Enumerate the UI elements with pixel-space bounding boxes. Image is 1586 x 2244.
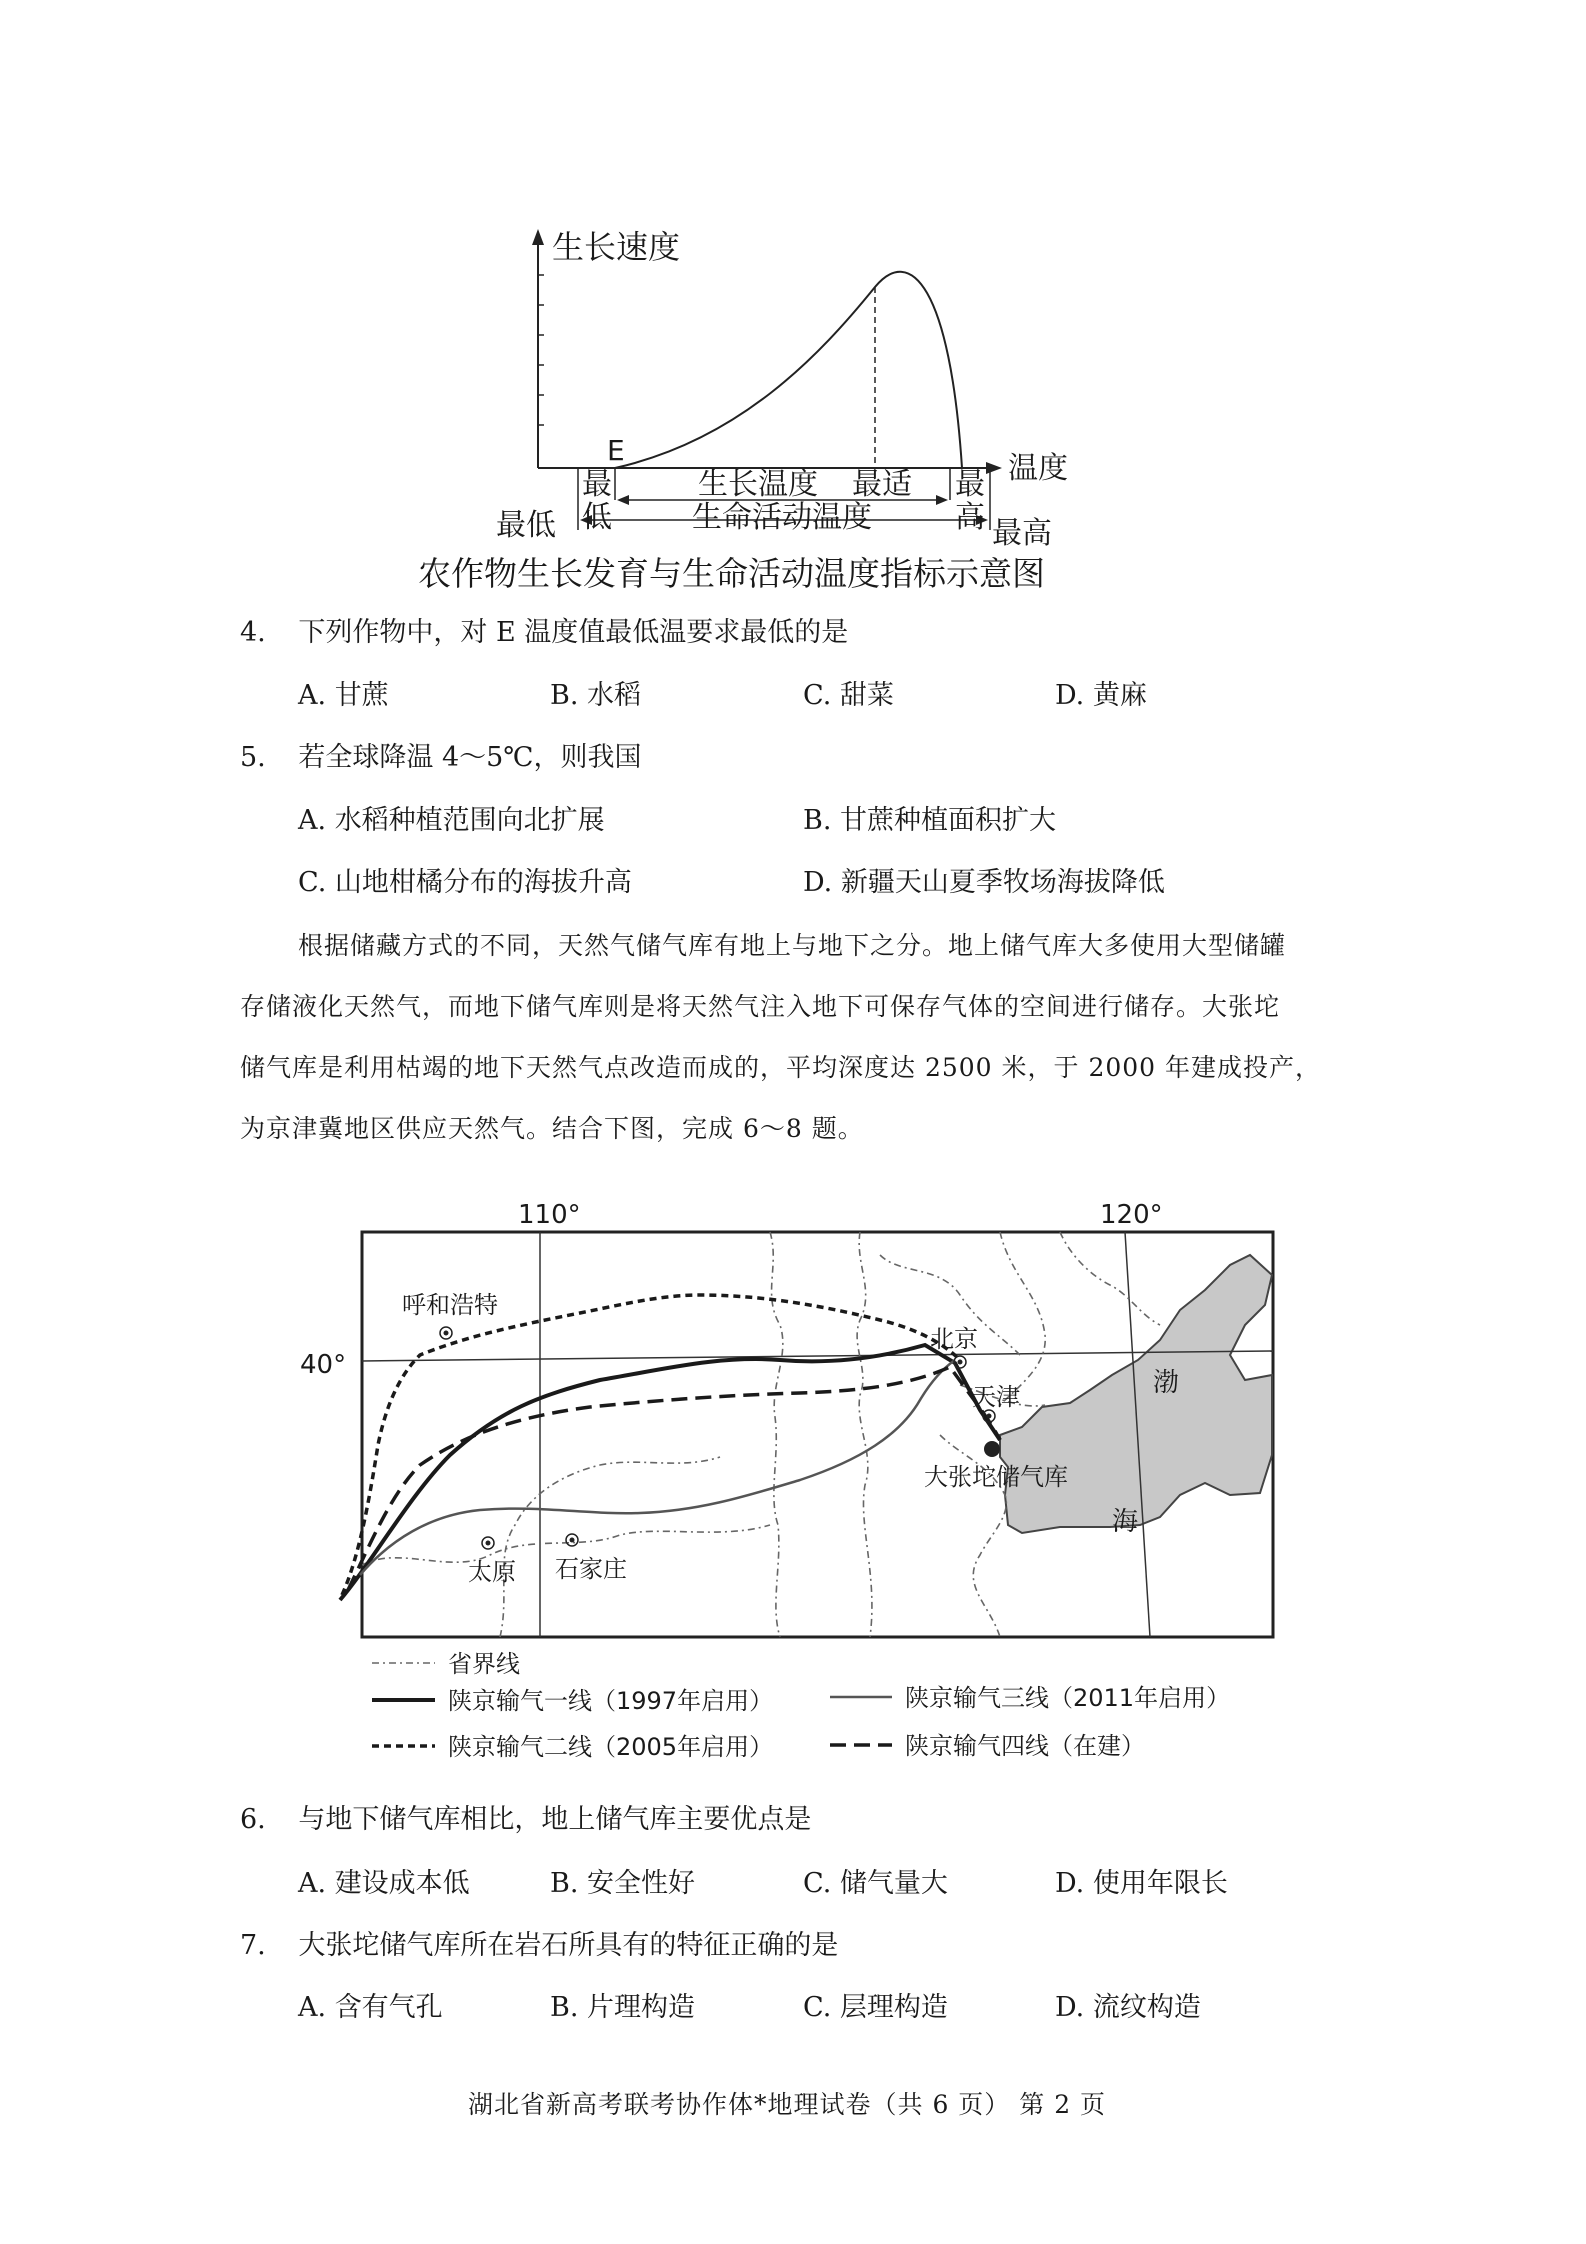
q7-option-b: B. 片理构造 xyxy=(550,1992,696,2023)
legend-line4: 陕京输气四线（在建） xyxy=(905,1732,1145,1760)
city-shijiazhuang: 石家庄 xyxy=(555,1555,627,1583)
q7-option-c: C. 层理构造 xyxy=(803,1992,948,2023)
low-inner-1: 最 xyxy=(582,467,612,502)
page-footer: 湖北省新高考联考协作体*地理试卷（共 6 页） 第 2 页 xyxy=(468,2090,1107,2119)
life-activity-label: 生命活动温度 xyxy=(692,500,872,535)
question-number: 7. xyxy=(240,1930,266,1961)
high-right-label: 最高 xyxy=(992,516,1052,550)
city-taiyuan: 太原 xyxy=(468,1558,516,1586)
passage-line-1: 根据储藏方式的不同，天然气储气库有地上与地下之分。地上储气库大多使用大型储罐 xyxy=(298,931,1287,960)
city-tianjin: 天津 xyxy=(972,1383,1020,1411)
low-left-label: 最低 xyxy=(496,508,556,543)
q6-option-c: C. 储气量大 xyxy=(803,1868,948,1899)
city-hohhot: 呼和浩特 xyxy=(402,1291,498,1319)
q6-option-a: A. 建设成本低 xyxy=(298,1868,470,1899)
low-inner-2: 低 xyxy=(582,500,612,535)
pipeline-map xyxy=(300,1195,1300,1770)
q4-option-c: C. 甜菜 xyxy=(803,680,894,711)
legend-line3: 陕京输气三线（2011年启用） xyxy=(905,1684,1231,1712)
city-storage: 大张坨储气库 xyxy=(924,1463,1068,1491)
optimal-label: 最适 xyxy=(852,467,912,502)
question-text: 大张坨储气库所在岩石所具有的特征正确的是 xyxy=(298,1930,839,1961)
q5-option-d: D. 新疆天山夏季牧场海拔降低 xyxy=(803,867,1165,898)
q4-option-b: B. 水稻 xyxy=(550,680,642,711)
lon-120-label: 120° xyxy=(1100,1200,1163,1230)
q6-option-b: B. 安全性好 xyxy=(550,1868,696,1899)
lat-40-label: 40° xyxy=(300,1350,347,1380)
high-inner-1: 最 xyxy=(955,467,985,502)
q7-option-a: A. 含有气孔 xyxy=(298,1992,443,2023)
figure1-caption: 农作物生长发育与生命活动温度指标示意图 xyxy=(418,554,1045,593)
legend-province: 省界线 xyxy=(448,1650,520,1678)
question-4 xyxy=(240,616,848,650)
q5-option-b: B. 甘蔗种植面积扩大 xyxy=(803,805,1057,836)
passage-line-2: 存储液化天然气，而地下储气库则是将天然气注入地下可保存气体的空间进行储存。大张坨 xyxy=(240,992,1281,1021)
question-number: 5. xyxy=(240,742,266,773)
q4-option-a: A. 甘蔗 xyxy=(298,680,389,711)
passage-line-3: 储气库是利用枯竭的地下天然气点改造而成的，平均深度达 2500 米，于 2000 年建成投产， xyxy=(240,1053,1322,1082)
x-axis-label: 温度 xyxy=(1008,451,1068,486)
question-text: 与地下储气库相比，地上储气库主要优点是 xyxy=(298,1804,812,1835)
y-axis-label: 生长速度 xyxy=(552,228,681,266)
question-text: 下列作物中，对 E 温度值最低温要求最低的是 xyxy=(298,617,849,648)
question-7 xyxy=(240,1929,838,1963)
growth-temperature-diagram xyxy=(480,225,1120,550)
question-text: 若全球降温 4～5℃，则我国 xyxy=(298,742,642,773)
legend-line2: 陕京输气二线（2005年启用） xyxy=(448,1733,774,1761)
growth-temp-label: 生长温度 xyxy=(698,467,818,502)
q5-option-c: C. 山地柑橘分布的海拔升高 xyxy=(298,867,632,898)
q7-option-d: D. 流纹构造 xyxy=(1055,1992,1201,2023)
question-number: 4. xyxy=(240,617,266,648)
sea-label-1: 渤 xyxy=(1153,1368,1180,1398)
q6-option-d: D. 使用年限长 xyxy=(1055,1868,1228,1899)
passage-line-4: 为京津冀地区供应天然气。结合下图，完成 6～8 题。 xyxy=(240,1114,864,1143)
q4-option-d: D. 黄麻 xyxy=(1055,680,1147,711)
q5-option-a: A. 水稻种植范围向北扩展 xyxy=(298,805,605,836)
sea-label-2: 海 xyxy=(1112,1507,1139,1537)
question-6 xyxy=(240,1803,811,1837)
question-number: 6. xyxy=(240,1804,266,1835)
legend-line1: 陕京输气一线（1997年启用） xyxy=(448,1687,774,1715)
question-5 xyxy=(240,741,642,775)
lon-110-label: 110° xyxy=(518,1200,581,1230)
city-beijing: 北京 xyxy=(930,1325,978,1353)
high-inner-2: 高 xyxy=(955,500,985,535)
point-e-label: E xyxy=(607,434,625,467)
